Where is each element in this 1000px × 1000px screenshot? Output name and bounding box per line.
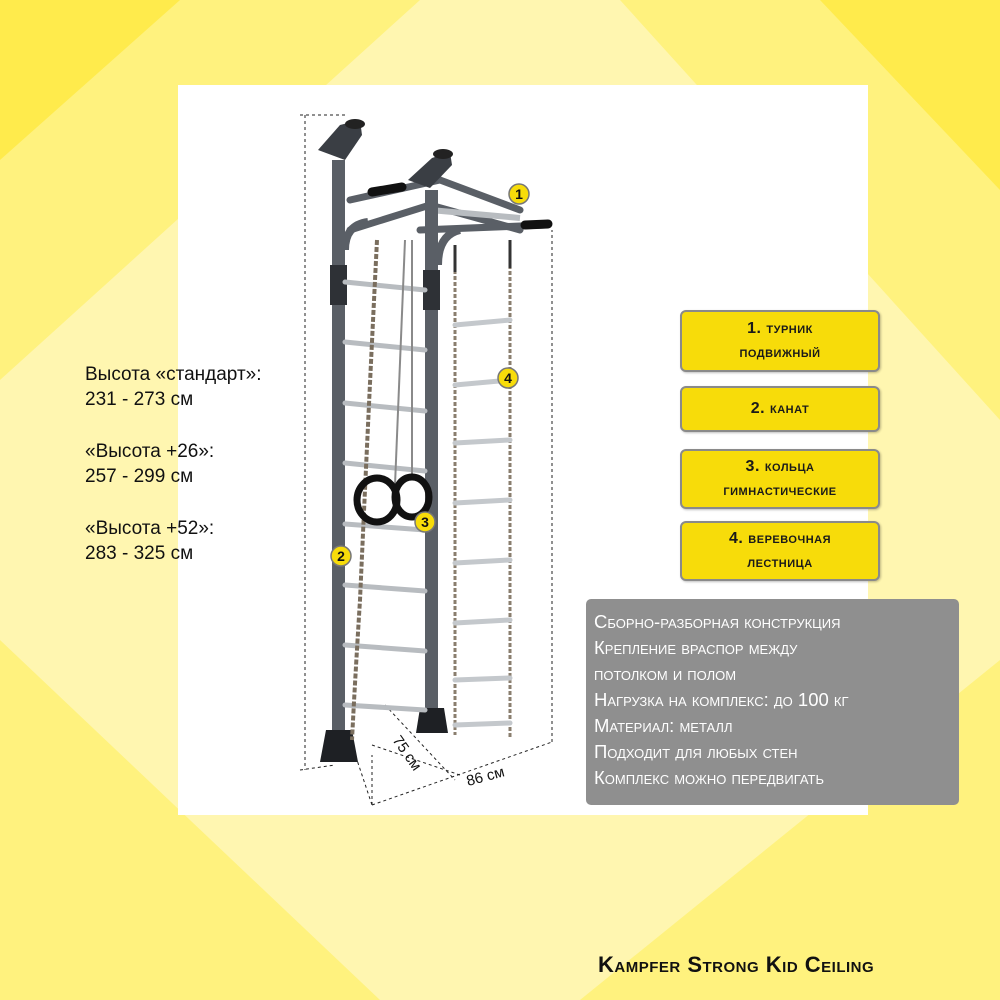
width-dimension: 86 см [464,763,507,790]
part-label-1 [680,310,880,372]
part-label-line: 2. канат [750,400,810,417]
height-options [85,362,315,593]
height-plus-52 [85,516,315,566]
part-label-4 [680,521,880,581]
part-label-line: гимнастические [723,482,837,499]
height-label: «Высота +52»: [85,518,215,539]
feature-line: Материал: металл [594,715,733,736]
height-value: 231 - 273 см [85,389,194,410]
svg-text:3: 3 [421,514,429,530]
svg-text:4: 4 [504,370,512,386]
height-label: «Высота +26»: [85,441,215,462]
height-standard [85,362,315,412]
feature-line: Нагрузка на комплекс: до 100 кг [594,689,849,710]
height-value: 283 - 325 см [85,543,194,564]
height-plus-26 [85,439,315,489]
svg-text:1: 1 [515,186,523,202]
callout-4 [498,368,518,388]
height-value: 257 - 299 см [85,466,194,487]
callout-1 [509,184,529,204]
callout-3 [415,512,435,532]
part-label-line: 1. турник [747,320,813,337]
callout-2 [331,546,351,566]
part-label-3 [680,449,880,509]
part-label-line: 4. веревочная [729,530,831,547]
feature-line: Крепление враспор между [594,637,798,658]
feature-line: Сборно-разборная конструкция [594,611,841,632]
depth-dimension: 75 см [388,732,425,774]
brand-name: Kampfer Strong Kid Ceiling [598,952,875,977]
part-label-line: подвижный [739,344,821,361]
height-label: Высота «стандарт»: [85,364,262,385]
part-label-2 [680,386,880,432]
features-box [586,599,959,805]
svg-text:2: 2 [337,548,345,564]
feature-line: Комплекс можно передвигать [594,767,824,788]
part-label-line: лестница [747,554,813,571]
part-label-line: 3. кольца [745,458,815,475]
feature-line: потолком и полом [594,663,737,684]
feature-line: Подходит для любых стен [594,741,798,762]
